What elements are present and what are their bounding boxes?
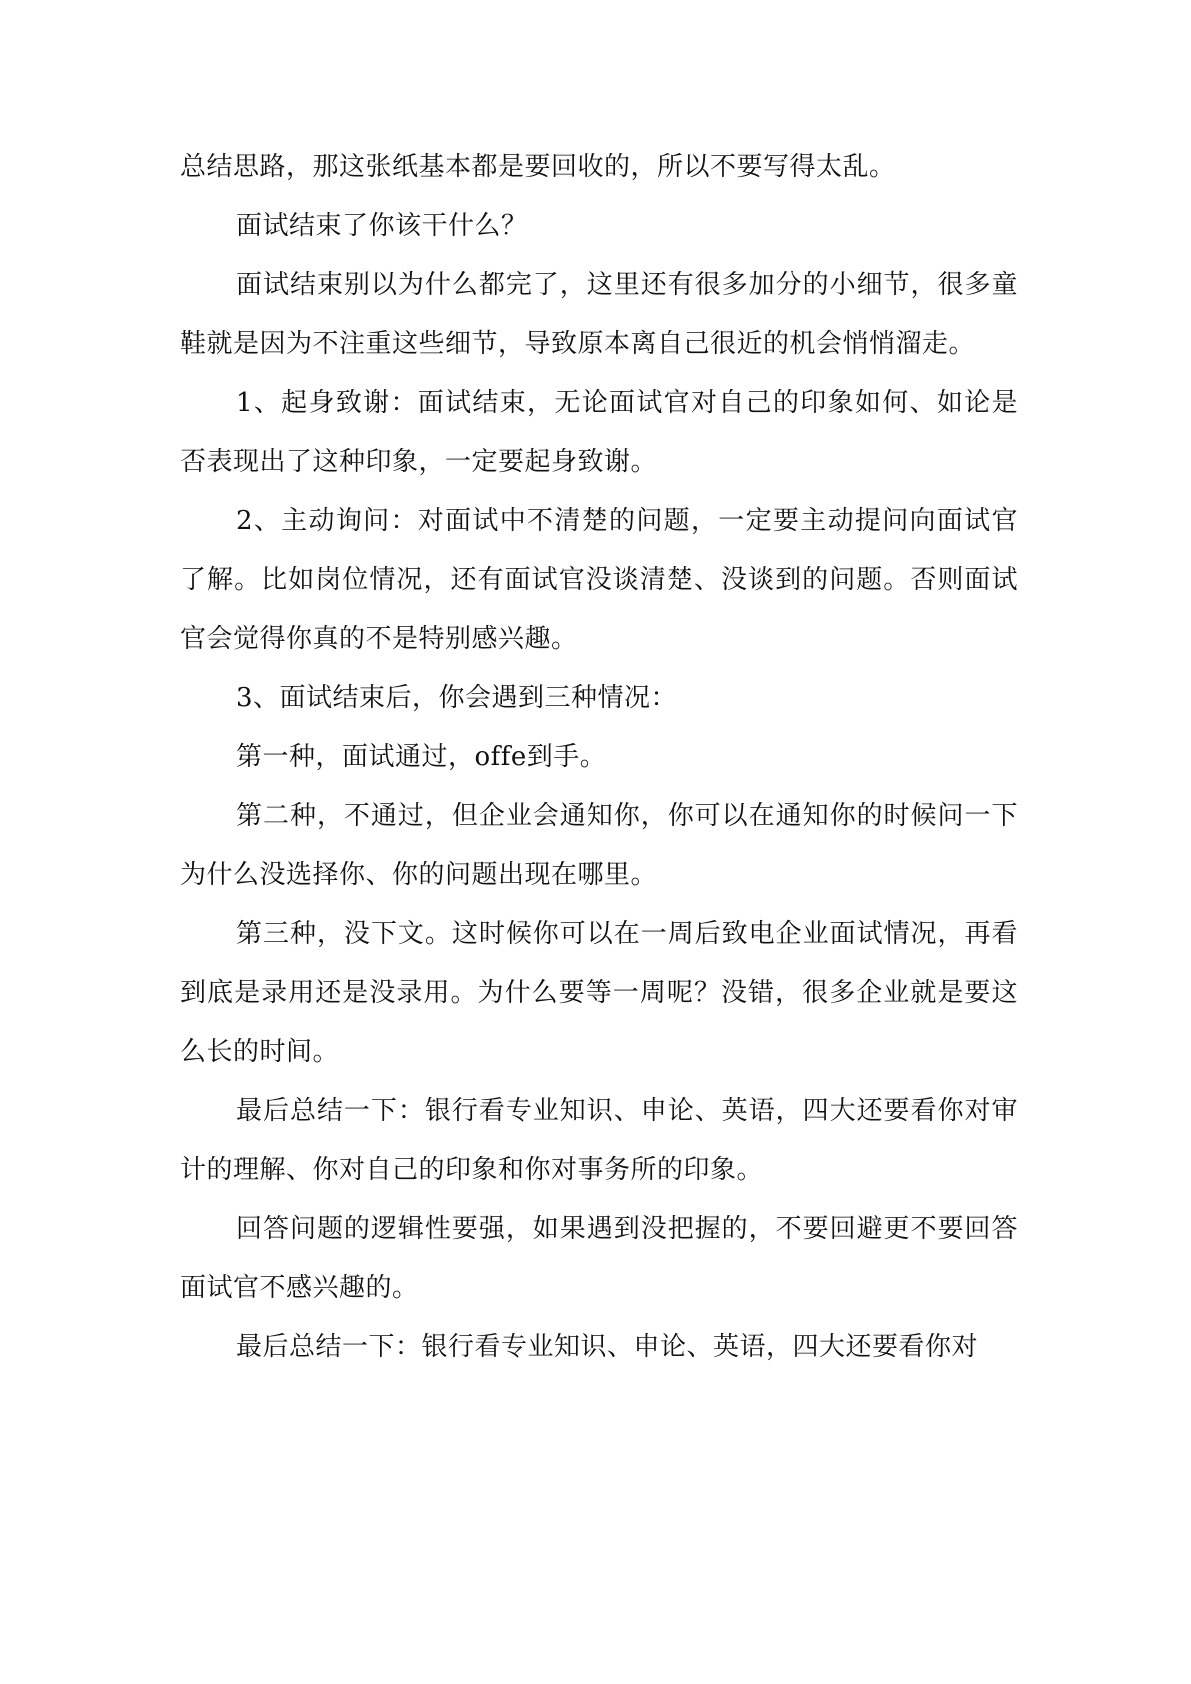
document-body: [180, 138, 1018, 1377]
paragraph-summary: 最后总结一下：银行看专业知识、申论、英语，四大还要看你对审计的理解、你对自己的印象和你对事务所的印象。: [180, 1096, 1018, 1185]
paragraph-item-1: 1、起身致谢：面试结束，无论面试官对自己的印象如何、如论是否表现出了这种印象，一定要起身致谢。: [180, 388, 1018, 477]
paragraph-item-3: 3、面试结束后，你会遇到三种情况：: [236, 683, 678, 713]
paragraph-continuation: 总结思路，那这张纸基本都是要回收的，所以不要写得太乱。: [180, 152, 896, 182]
paragraph-heading-after-interview: 面试结束了你该干什么？: [236, 211, 528, 241]
paragraph-summary-repeat: 最后总结一下：银行看专业知识、申论、英语，四大还要看你对: [236, 1332, 979, 1362]
paragraph-case-3: 第三种，没下文。这时候你可以在一周后致电企业面试情况，再看到底是录用还是没录用。为什么要等一周呢？没错，很多企业就是要这么长的时间。: [180, 919, 1018, 1067]
paragraph-case-2: 第二种，不通过，但企业会通知你，你可以在通知你的时候问一下为什么没选择你、你的问题出现在哪里。: [180, 801, 1018, 890]
paragraph-case-1: 第一种，面试通过，offe到手。: [236, 742, 607, 772]
paragraph-intro: 面试结束别以为什么都完了，这里还有很多加分的小细节，很多童鞋就是因为不注重这些细节，导致原本离自己很近的机会悄悄溜走。: [180, 270, 1018, 359]
paragraph-item-2: 2、主动询问：对面试中不清楚的问题，一定要主动提问向面试官了解。比如岗位情况，还有面试官没谈清楚、没谈到的问题。否则面试官会觉得你真的不是特别感兴趣。: [180, 506, 1018, 654]
paragraph-logic: 回答问题的逻辑性要强，如果遇到没把握的，不要回避更不要回答面试官不感兴趣的。: [180, 1214, 1018, 1303]
